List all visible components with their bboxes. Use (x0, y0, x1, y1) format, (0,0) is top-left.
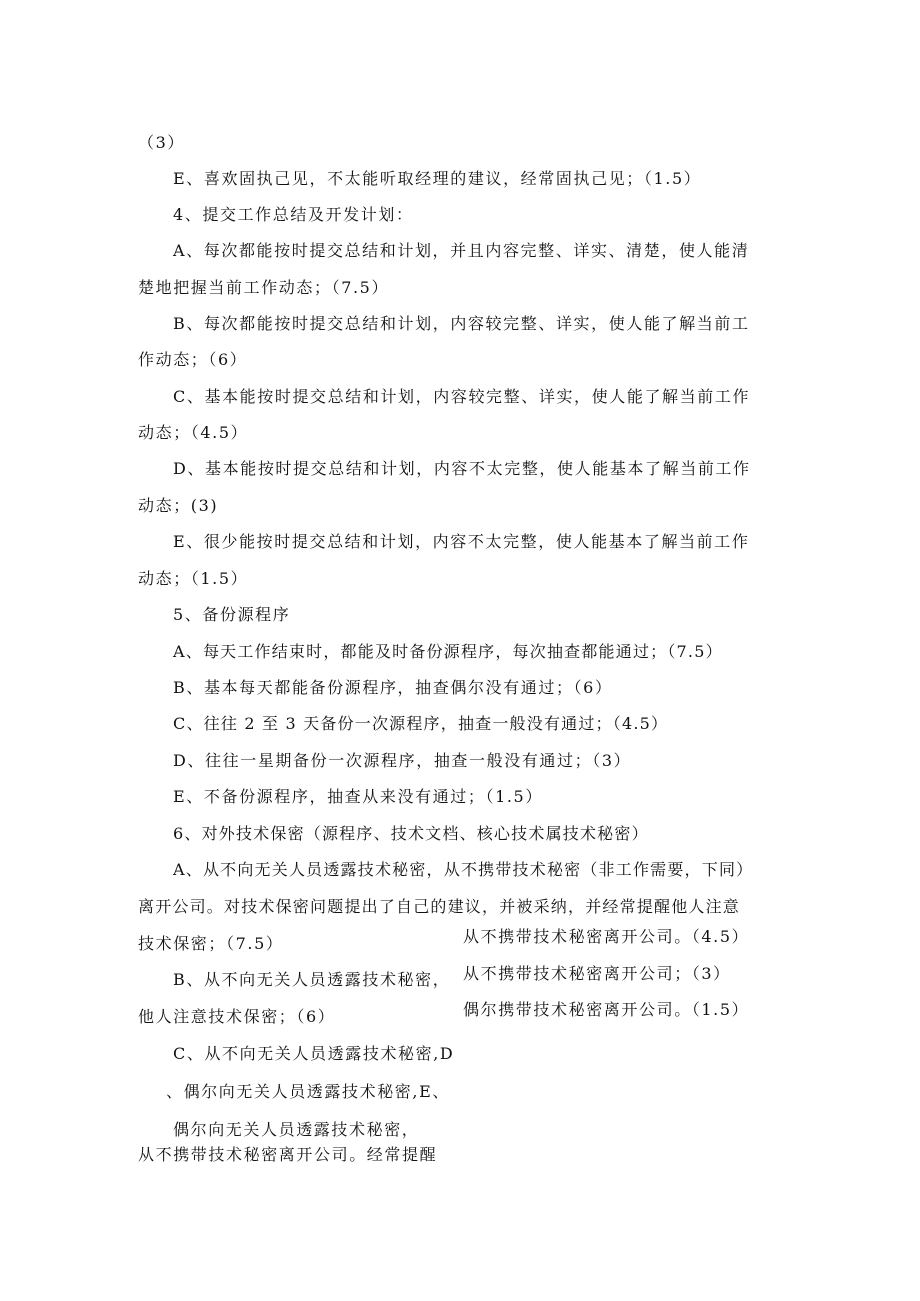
section-heading: 4、提交工作总结及开发计划： (173, 205, 414, 224)
text-line: B、基本每天都能备份源程序，抽查偶尔没有通过；（6） (173, 678, 613, 697)
text-line: E、很少能按时提交总结和计划，内容不太完整，使人能基本了解当前工作 (173, 532, 750, 551)
text-line: 动态；（1.5） (138, 569, 249, 588)
section-heading: 6、对外技术保密（源程序、技术文档、核心技术属技术秘密） (173, 824, 649, 843)
text-line: 离开公司。对技术保密问题提出了自己的建议，并被采纳，并经常提醒他人注意 (138, 897, 741, 916)
text-line: 偶尔携带技术秘密离开公司。（1.5） (463, 1000, 750, 1019)
text-line: E、喜欢固执己见，不太能听取经理的建议，经常固执己见；（1.5） (173, 169, 702, 188)
text-line: A、每次都能按时提交总结和计划，并且内容完整、详实、清楚，使人能清 (173, 241, 750, 260)
text-line: A、每天工作结束时，都能及时备份源程序，每次抽查都能通过；（7.5） (173, 642, 723, 661)
text-line: 作动态；（6） (138, 350, 248, 369)
text-line: （3） (138, 133, 185, 152)
text-line: 动态；（4.5） (138, 423, 249, 442)
text-line: 从不携带技术秘密离开公司。经常提醒 (138, 1145, 438, 1164)
text-line: D、往往一星期备份一次源程序，抽查一般没有通过；（3） (173, 751, 632, 770)
text-line: 从不携带技术秘密离开公司；（3） (463, 964, 731, 983)
text-line: 从不携带技术秘密离开公司。（4.5） (463, 927, 750, 946)
text-line: C、往往 2 至 3 天备份一次源程序，抽查一般没有通过；（4.5） (173, 714, 669, 733)
text-line: 偶尔向无关人员透露技术秘密， (173, 1120, 420, 1139)
section-heading: 5、备份源程序 (173, 605, 291, 624)
text-line: 技术保密；（7.5） (138, 934, 284, 953)
text-line: B、每次都能按时提交总结和计划，内容较完整、详实，使人能了解当前工 (173, 314, 750, 333)
text-line: D、基本能按时提交总结和计划，内容不太完整，使人能基本了解当前工作 (173, 459, 751, 478)
text-line: 楚地把握当前工作动态；（7.5） (138, 278, 390, 297)
text-line: 动态；(3) (138, 496, 219, 515)
text-line: C、基本能按时提交总结和计划，内容较完整、详实，使人能了解当前工作 (173, 387, 751, 406)
text-line: B、从不向无关人员透露技术秘密， (173, 970, 451, 989)
text-line: E、不备份源程序，抽查从来没有通过；（1.5） (173, 787, 543, 806)
text-line: 、偶尔向无关人员透露技术秘密,E、 (166, 1082, 450, 1101)
text-line: A、从不向无关人员透露技术秘密，从不携带技术秘密（非工作需要，下同） (173, 860, 754, 879)
text-line: 他人注意技术保密；（6） (138, 1007, 336, 1026)
text-line: C、从不向无关人员透露技术秘密,D (173, 1044, 455, 1063)
